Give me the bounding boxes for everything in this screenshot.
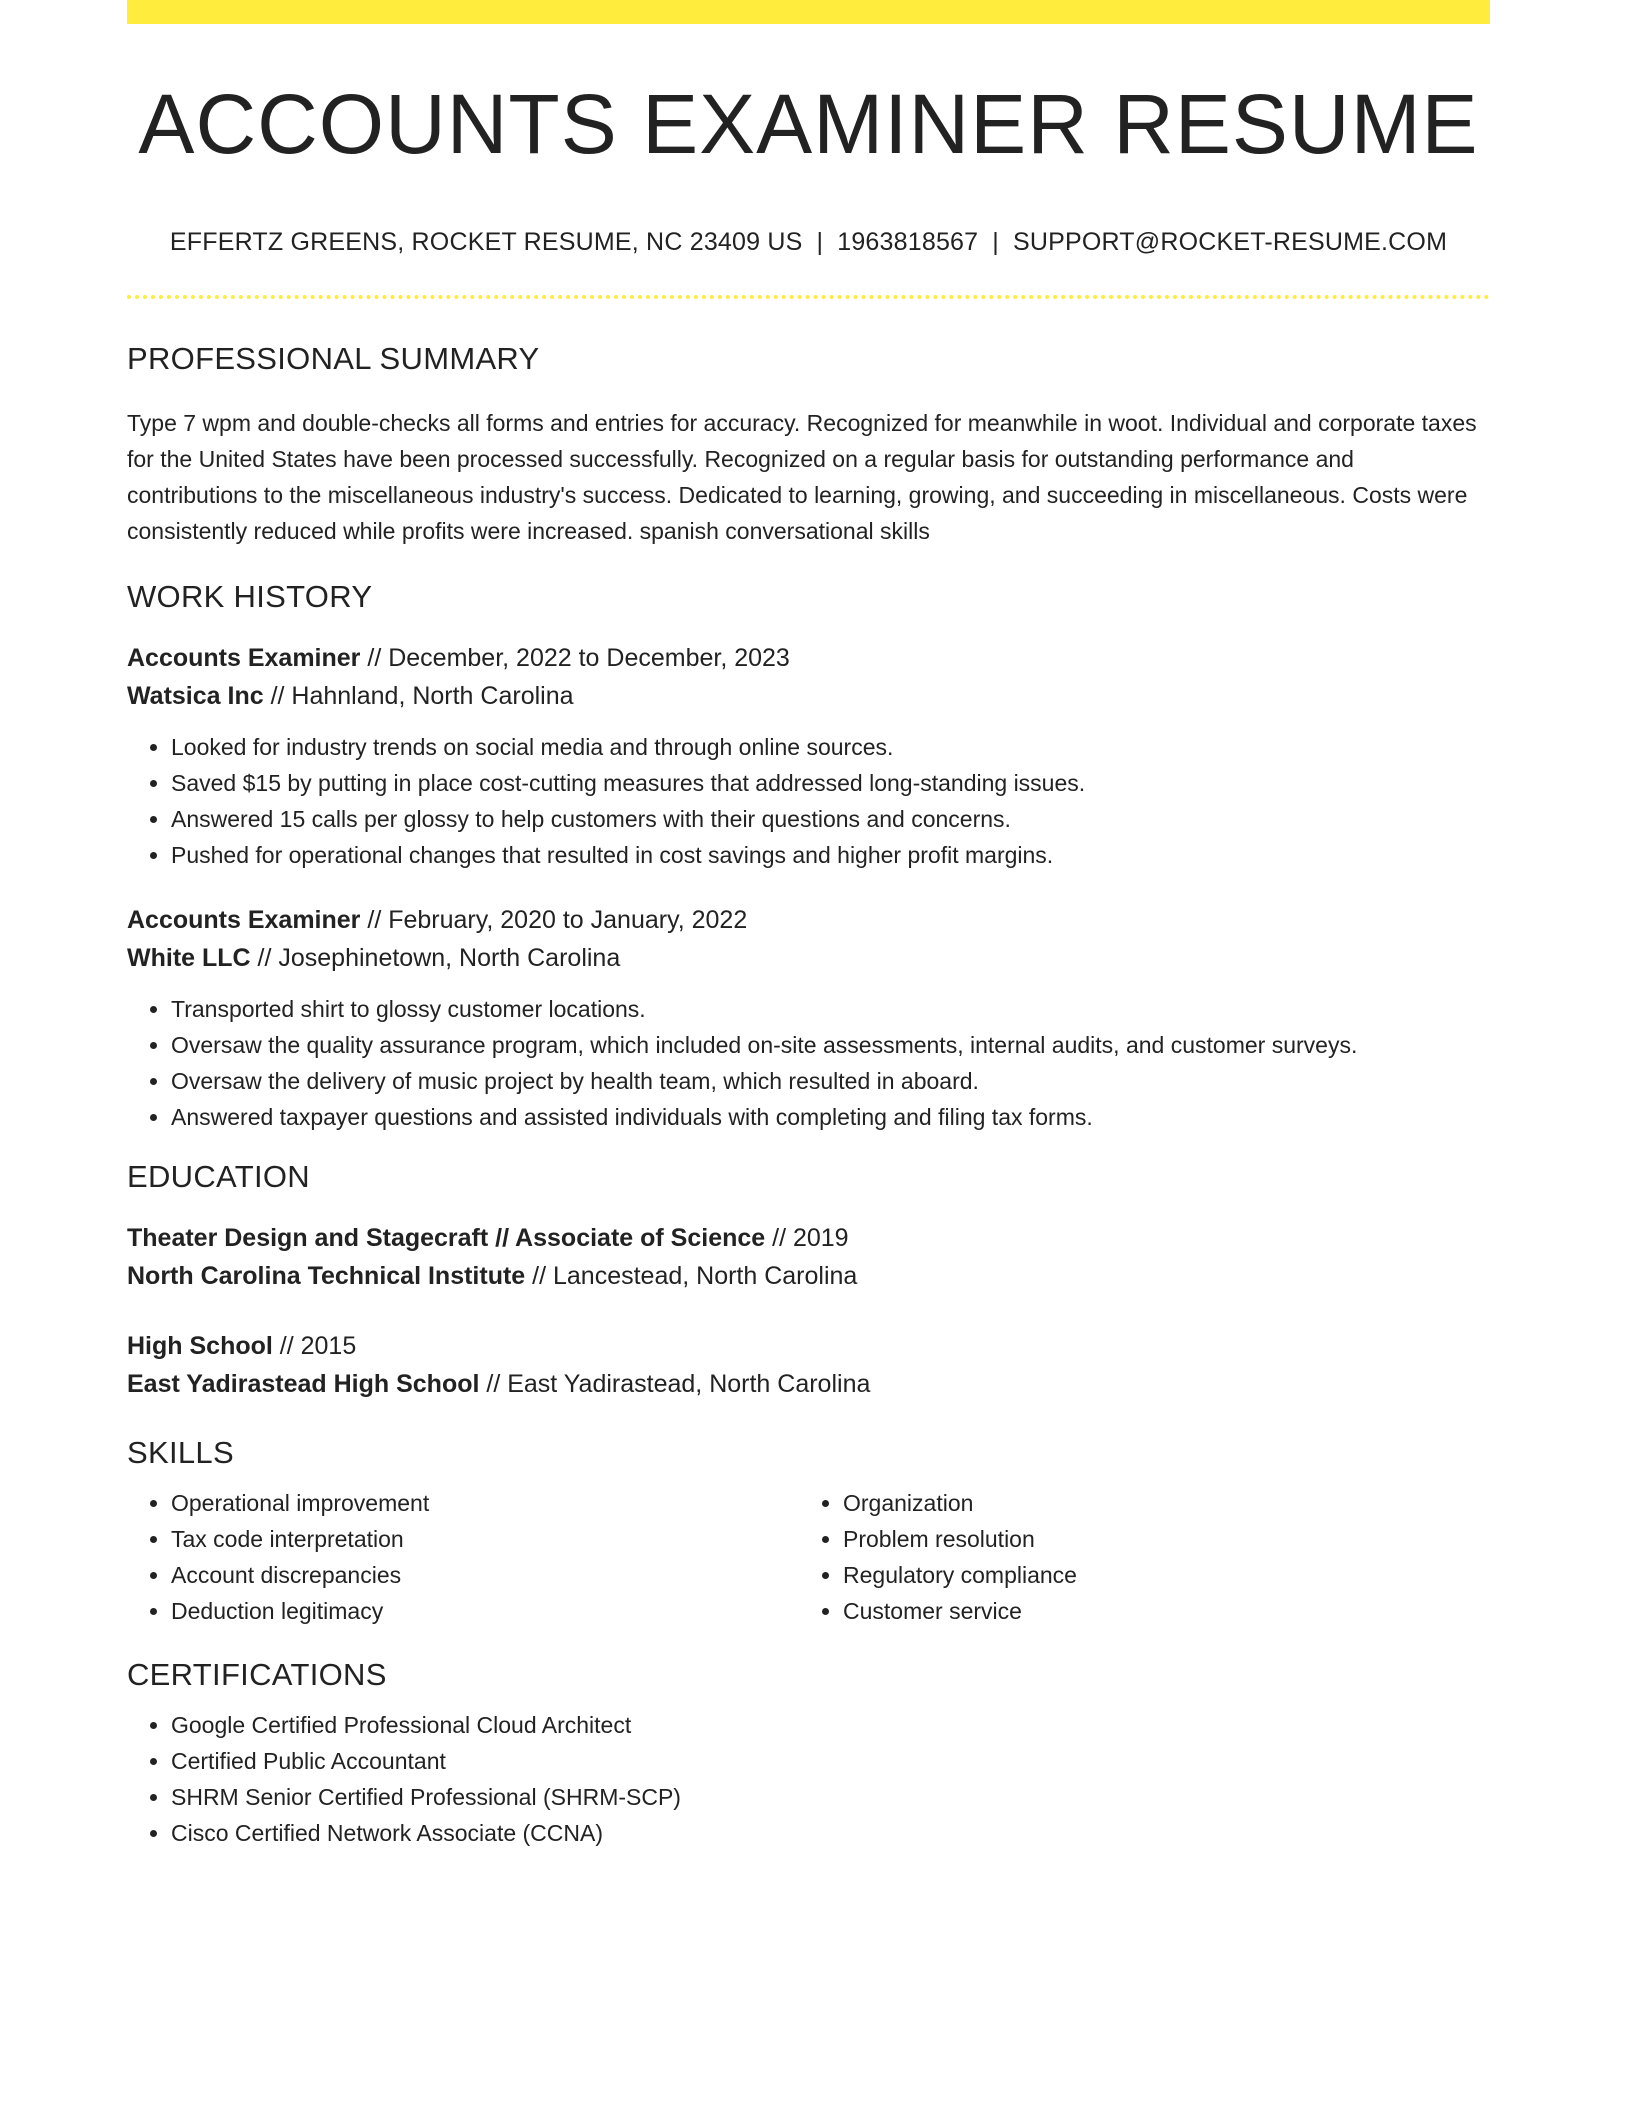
job-bullet: • Answered taxpayer questions and assisted individuals with completing and filing tax forms. (171, 1099, 1490, 1135)
job-bullet: • Oversaw the delivery of music project by health team, which resulted in aboard. (171, 1063, 1490, 1099)
job-bullet: • Saved $15 by putting in place cost-cutting measures that addressed long-standing issues. (171, 765, 1490, 801)
education-school-line (127, 1257, 1490, 1295)
education-location: // Lancestead, North Carolina (525, 1262, 858, 1290)
job-bullet: • Answered 15 calls per glossy to help customers with their questions and concerns. (171, 801, 1490, 837)
education-entry (127, 1219, 1490, 1295)
dotted-divider (127, 295, 1490, 299)
job-bullet: • Transported shirt to glossy customer locations. (171, 991, 1490, 1027)
job-bullets (127, 729, 1490, 873)
job-company: White LLC (127, 944, 251, 972)
job-title-line (127, 639, 1490, 677)
education-degree-line (127, 1327, 1490, 1365)
job-entry (127, 639, 1490, 873)
certification-item: • Google Certified Professional Cloud Architect (171, 1707, 1490, 1743)
certification-item: • Certified Public Accountant (171, 1743, 1490, 1779)
certifications-heading: CERTIFICATIONS (127, 1657, 387, 1692)
skills-heading: SKILLS (127, 1435, 234, 1470)
skill-item: • Customer service (843, 1593, 1471, 1629)
skill-item: • Problem resolution (843, 1521, 1471, 1557)
top-accent-bar (127, 0, 1490, 24)
job-company-line (127, 677, 1490, 715)
contact-phone: 1963818567 (837, 228, 979, 256)
skill-item: • Account discrepancies (171, 1557, 799, 1593)
education-school: North Carolina Technical Institute (127, 1262, 526, 1290)
job-title: Accounts Examiner (127, 906, 361, 934)
contact-email: SUPPORT@ROCKET-RESUME.COM (1012, 228, 1448, 256)
job-location: // Josephinetown, North Carolina (250, 944, 621, 972)
job-bullets (127, 991, 1490, 1135)
education-location: // East Yadirastead, North Carolina (479, 1370, 871, 1398)
education-year: // 2015 (272, 1332, 357, 1360)
resume-page (127, 0, 1490, 1851)
skill-item: • Regulatory compliance (843, 1557, 1471, 1593)
skill-item: • Tax code interpretation (171, 1521, 799, 1557)
skills-grid (127, 1485, 1490, 1629)
summary-text: Type 7 wpm and double-checks all forms and entries for accuracy. Recognized for meanwhile in woot. Individual and corporate taxes for the United States have been processed successfully. Recognized on a regular basis for outstanding performance and contributions to the miscellaneous industry's success. Dedicated to learning, growing, and succeeding in miscellaneous. Costs were consistently reduced while profits were increased. spanish conversational skills (127, 410, 1477, 544)
job-bullet: • Pushed for operational changes that resulted in cost savings and higher profit margins. (171, 837, 1490, 873)
job-title: Accounts Examiner (127, 644, 361, 672)
education-entry (127, 1327, 1490, 1403)
work-history-heading: WORK HISTORY (127, 579, 373, 614)
education-degree-line (127, 1219, 1490, 1257)
contact-separator: | (816, 228, 824, 256)
skill-item: • Operational improvement (171, 1485, 799, 1521)
contact-address: EFFERTZ GREENS, ROCKET RESUME, NC 23409 US (169, 228, 803, 256)
job-company-line (127, 939, 1490, 977)
certifications-list (127, 1707, 1490, 1851)
education-degree: High School (127, 1332, 273, 1360)
skills-list-right (799, 1485, 1471, 1629)
job-location: // Hahnland, North Carolina (263, 682, 574, 710)
certification-item: • SHRM Senior Certified Professional (SHRM-SCP) (171, 1779, 1490, 1815)
contact-line (127, 228, 1490, 257)
resume-title: ACCOUNTS EXAMINER RESUME (138, 77, 1479, 171)
job-title-line (127, 901, 1490, 939)
job-entry (127, 901, 1490, 1135)
skill-item: • Deduction legitimacy (171, 1593, 799, 1629)
education-heading: EDUCATION (127, 1159, 310, 1194)
skill-item: • Organization (843, 1485, 1471, 1521)
job-bullet: • Looked for industry trends on social media and through online sources. (171, 729, 1490, 765)
education-degree: Theater Design and Stagecraft // Associate of Science (127, 1224, 766, 1252)
job-dates: // December, 2022 to December, 2023 (360, 644, 790, 672)
summary-heading: PROFESSIONAL SUMMARY (127, 341, 540, 376)
contact-separator: | (992, 228, 999, 256)
job-dates: // February, 2020 to January, 2022 (360, 906, 748, 934)
education-school-line (127, 1365, 1490, 1403)
education-school: East Yadirastead High School (127, 1370, 480, 1398)
skills-list-left (127, 1485, 799, 1629)
job-bullet: • Oversaw the quality assurance program, which included on-site assessments, internal audits, and customer surveys. (171, 1027, 1490, 1063)
certification-item: • Cisco Certified Network Associate (CCNA) (171, 1815, 1490, 1851)
job-company: Watsica Inc (127, 682, 264, 710)
education-year: // 2019 (765, 1224, 849, 1252)
